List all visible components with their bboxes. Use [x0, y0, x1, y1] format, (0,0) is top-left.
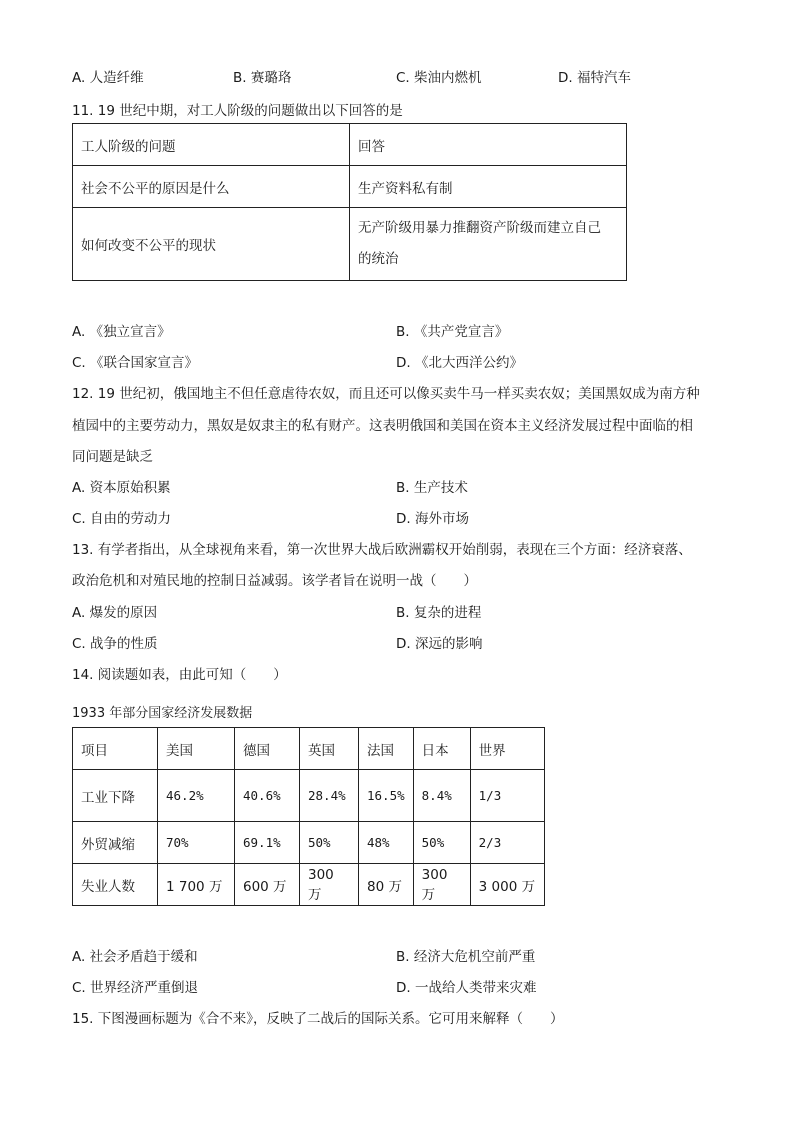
q10-option-b: B. 赛璐珞 — [233, 70, 292, 86]
table-cell: 80 万 — [359, 864, 414, 906]
q12-option-d: D. 海外市场 — [396, 511, 469, 527]
q11-option-c: C. 《联合国家宣言》 — [72, 355, 199, 371]
q10-option-a: A. 人造纤维 — [72, 70, 144, 86]
table-cell: 28.4% — [300, 770, 359, 822]
q11-stem: 11. 19 世纪中期，对工人阶级的问题做出以下回答的是 — [72, 103, 403, 119]
table-cell: 工人阶级的问题 — [73, 124, 350, 166]
table-row — [73, 770, 545, 822]
table-row — [73, 166, 627, 208]
q12-option-c: C. 自由的劳动力 — [72, 511, 172, 527]
table-header-cell: 法国 — [359, 728, 414, 770]
table-cell: 失业人数 — [73, 864, 158, 906]
table-cell: 工业下降 — [73, 770, 158, 822]
table-header-cell: 美国 — [158, 728, 235, 770]
q14-option-b: B. 经济大危机空前严重 — [396, 949, 536, 965]
q14-stem: 14. 阅读题如表，由此可知（ ） — [72, 667, 287, 683]
table-cell: 外贸减缩 — [73, 822, 158, 864]
table-cell: 生产资料私有制 — [350, 166, 627, 208]
q11-table — [72, 123, 627, 281]
table-header-row — [73, 728, 545, 770]
table-cell — [350, 208, 627, 281]
table-cell: 1 700 万 — [158, 864, 235, 906]
q13-option-d: D. 深远的影响 — [396, 636, 483, 652]
q12-stem-line: 12. 19 世纪初，俄国地主不但任意虐待农奴，而且还可以像买卖牛马一样买卖农奴；美国黑奴成为南方种 — [72, 386, 700, 402]
q13-stem-line: 政治危机和对殖民地的控制日益减弱。该学者旨在说明一战（ ） — [72, 573, 477, 589]
q11-option-b: B. 《共产党宣言》 — [396, 324, 509, 340]
q14-option-d: D. 一战给人类带来灾难 — [396, 980, 537, 996]
table-cell: 3 000 万 — [470, 864, 544, 906]
q13-stem-line: 13. 有学者指出，从全球视角来看，第一次世界大战后欧洲霸权开始削弱，表现在三个方面：经济衰落、 — [72, 542, 692, 558]
cell-line: 无产阶级用暴力推翻资产阶级而建立自己 — [358, 220, 601, 236]
table-cell: 300 万 — [413, 864, 470, 906]
table-cell: 2/3 — [470, 822, 544, 864]
table-cell: 回答 — [350, 124, 627, 166]
q15-stem: 15. 下图漫画标题为《合不来》，反映了二战后的国际关系。它可用来解释（ ） — [72, 1011, 564, 1027]
table-cell: 46.2% — [158, 770, 235, 822]
q10-option-c: C. 柴油内燃机 — [396, 70, 482, 86]
q12-stem-line: 植园中的主要劳动力，黑奴是奴隶主的私有财产。这表明俄国和美国在资本主义经济发展过程中面临的相 — [72, 418, 693, 434]
table-cell: 300 万 — [300, 864, 359, 906]
table-cell: 69.1% — [235, 822, 300, 864]
table-header-cell: 世界 — [470, 728, 544, 770]
table-cell: 16.5% — [359, 770, 414, 822]
q14-option-c: C. 世界经济严重倒退 — [72, 980, 199, 996]
table-cell: 如何改变不公平的现状 — [73, 208, 350, 281]
q11-option-a: A. 《独立宣言》 — [72, 324, 171, 340]
q13-option-c: C. 战争的性质 — [72, 636, 158, 652]
q13-option-a: A. 爆发的原因 — [72, 605, 158, 621]
table-cell: 600 万 — [235, 864, 300, 906]
table-header-cell: 项目 — [73, 728, 158, 770]
q11-option-d: D. 《北大西洋公约》 — [396, 355, 523, 371]
q14-option-a: A. 社会矛盾趋于缓和 — [72, 949, 198, 965]
table-cell: 8.4% — [413, 770, 470, 822]
table-header-cell: 英国 — [300, 728, 359, 770]
table-row — [73, 822, 545, 864]
table-row — [73, 208, 627, 281]
table-cell: 70% — [158, 822, 235, 864]
table-cell: 1/3 — [470, 770, 544, 822]
q14-table-caption: 1933 年部分国家经济发展数据 — [72, 706, 253, 721]
q10-option-d: D. 福特汽车 — [558, 70, 631, 86]
q14-table — [72, 727, 545, 906]
table-cell: 50% — [413, 822, 470, 864]
q12-option-b: B. 生产技术 — [396, 480, 468, 496]
table-cell: 40.6% — [235, 770, 300, 822]
table-header-cell: 日本 — [413, 728, 470, 770]
table-cell: 50% — [300, 822, 359, 864]
table-row — [73, 864, 545, 906]
table-cell: 社会不公平的原因是什么 — [73, 166, 350, 208]
table-cell: 48% — [359, 822, 414, 864]
q13-option-b: B. 复杂的进程 — [396, 605, 482, 621]
q12-option-a: A. 资本原始积累 — [72, 480, 171, 496]
table-header-cell: 德国 — [235, 728, 300, 770]
table-row — [73, 124, 627, 166]
cell-line: 的统治 — [358, 251, 399, 267]
q12-stem-line: 同问题是缺乏 — [72, 449, 153, 465]
